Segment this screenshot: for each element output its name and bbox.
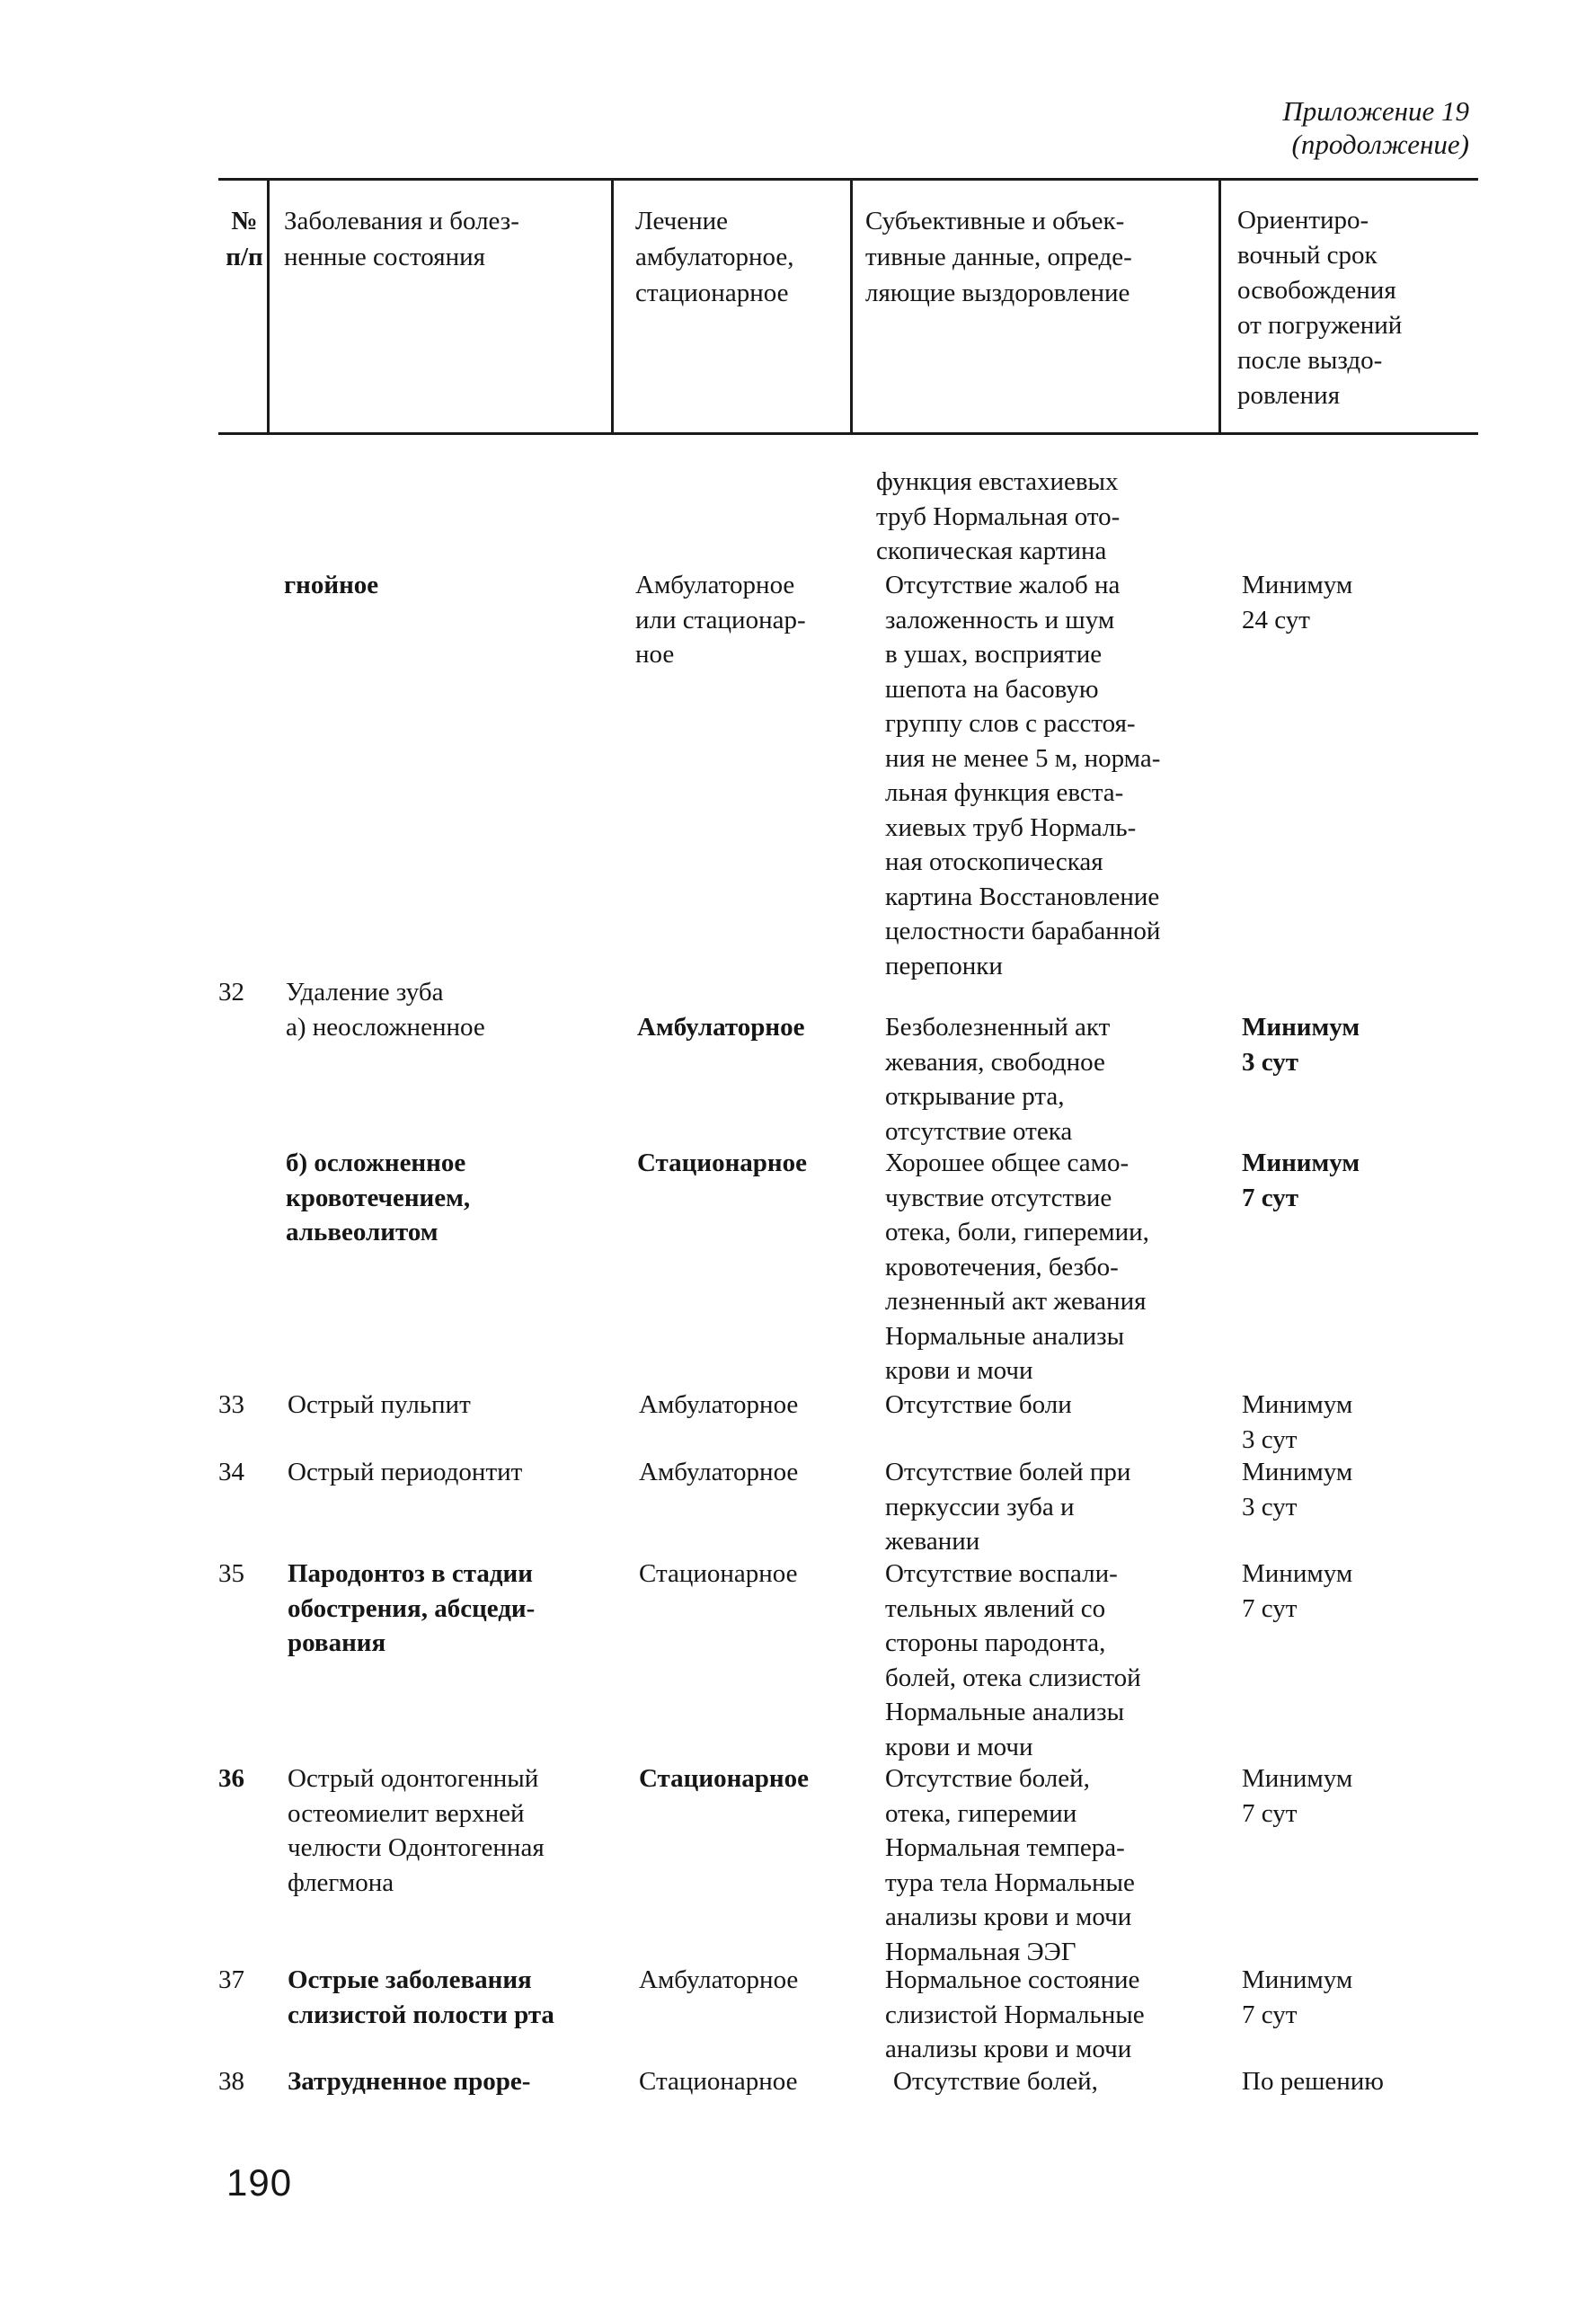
table-row-36-treatment: Стационарное: [639, 1764, 809, 1793]
table-row-32-disease: Удаление зуба а) неосложненное: [286, 978, 485, 1042]
table-row-38-treatment: Стационарное: [639, 2067, 798, 2096]
table-row-38-number: 38: [218, 2067, 244, 2096]
table-row-34-number: 34: [218, 1458, 244, 1486]
table-row-32-term: Минимум 3 сут: [1242, 1013, 1360, 1077]
column-divider-1: [267, 178, 270, 435]
table-row-35-disease: Пародонтоз в стадии обострения, абсцеди- рования: [288, 1559, 536, 1657]
page-number: 190: [226, 2161, 293, 2204]
header-number: № п/п: [226, 207, 263, 271]
header-term: Ориентиро- вочный срок освобождения от погружений после выздо- ровления: [1237, 206, 1403, 410]
table-row-33-disease: Острый пульпит: [288, 1390, 471, 1419]
table-row-36-criteria: Отсутствие болей, отека, гиперемии Нормальная темпера- тура тела Нормальные анализы крови и мочи Нормальная ЭЭГ: [885, 1764, 1135, 1966]
table-row-32-number: 32: [218, 978, 244, 1007]
table-row-32b-criteria: Хорошее общее само- чувствие отсутствие отека, боли, гиперемии, кровотечения, безбо- лезненный акт жевания Нормальные анализы крови и мочи: [885, 1149, 1149, 1385]
table-row-purulent-treatment: Амбулаторное или стационар- ное: [635, 571, 806, 669]
table-row-33-term: Минимум 3 сут: [1242, 1390, 1353, 1454]
table-row-36-term: Минимум 7 сут: [1242, 1764, 1353, 1828]
table-row-35-treatment: Стационарное: [639, 1559, 798, 1588]
table-top-rule: [218, 178, 1478, 181]
appendix-title: Приложение 19: [1282, 95, 1469, 127]
table-row-36-number: 36: [218, 1764, 244, 1793]
table-row-35-number: 35: [218, 1559, 244, 1588]
table-row-37-number: 37: [218, 1965, 244, 1994]
table-header-bottom-rule: [218, 432, 1478, 435]
table-row-purulent-criteria: Отсутствие жалоб на заложенность и шум в ушах, восприятие шепота на басовую группу слов с расстоя- ния не менее 5 м, норма- льная функция евста- хиевых труб Нормаль- ная отоскопическая картина Восстановление целостности барабанной перепонки: [885, 571, 1161, 980]
table-row-32-criteria: Безболезненный акт жевания, свободное открывание рта, отсутствие отека: [885, 1013, 1111, 1146]
column-divider-3: [850, 178, 853, 435]
table-row-37-criteria: Нормальное состояние слизистой Нормальные анализы крови и мочи: [885, 1965, 1145, 2063]
column-divider-4: [1218, 178, 1221, 435]
table-row-33-criteria: Отсутствие боли: [885, 1390, 1072, 1419]
table-row-purulent-disease: гнойное: [284, 571, 379, 599]
table-row-34-criteria: Отсутствие болей при перкуссии зуба и жевании: [885, 1458, 1131, 1556]
header-disease: Заболевания и болез- ненные состояния: [284, 207, 519, 271]
table-row-38-term: По решению: [1242, 2067, 1384, 2096]
table-row-33-number: 33: [218, 1390, 244, 1419]
table-row-35-criteria: Отсутствие воспали- тельных явлений со стороны пародонта, болей, отека слизистой Нормальные анализы крови и мочи: [885, 1559, 1141, 1761]
table-row-34-disease: Острый периодонтит: [288, 1458, 523, 1486]
table-row-37-term: Минимум 7 сут: [1242, 1965, 1353, 2029]
header-criteria: Субъективные и объек- тивные данные, опреде- ляющие выздоровление: [865, 207, 1132, 307]
table-row-34-treatment: Амбулаторное: [639, 1458, 799, 1486]
table-row-37-treatment: Амбулаторное: [639, 1965, 799, 1994]
table-row-32-treatment: Амбулаторное: [637, 1013, 805, 1042]
table-row-36-disease: Острый одонтогенный остеомиелит верхней челюсти Одонтогенная флегмона: [288, 1764, 545, 1897]
table-row-35-term: Минимум 7 сут: [1242, 1559, 1353, 1623]
header-treatment: Лечение амбулаторное, стационарное: [635, 207, 794, 307]
appendix-caption: [1282, 94, 1469, 161]
table-row-32b-treatment: Стационарное: [637, 1149, 807, 1177]
table-row-34-term: Минимум 3 сут: [1242, 1458, 1353, 1521]
table-row-38-criteria: Отсутствие болей,: [893, 2067, 1098, 2096]
table-row-37-disease: Острые заболевания слизистой полости рта: [288, 1965, 554, 2029]
column-divider-2: [611, 178, 614, 435]
table-row-32b-term: Минимум 7 сут: [1242, 1149, 1360, 1212]
table-row-purulent-term: Минимум 24 сут: [1242, 571, 1353, 634]
table-row-continuation-criteria: функция евстахиевых труб Нормальная ото- скопическая картина: [876, 467, 1121, 565]
table-row-32b-disease: б) осложненное кровотечением, альвеолитом: [286, 1149, 471, 1246]
table-row-33-treatment: Амбулаторное: [639, 1390, 799, 1419]
table-row-38-disease: Затрудненное проре-: [288, 2067, 531, 2096]
appendix-continuation: (продолжение): [1291, 129, 1469, 160]
